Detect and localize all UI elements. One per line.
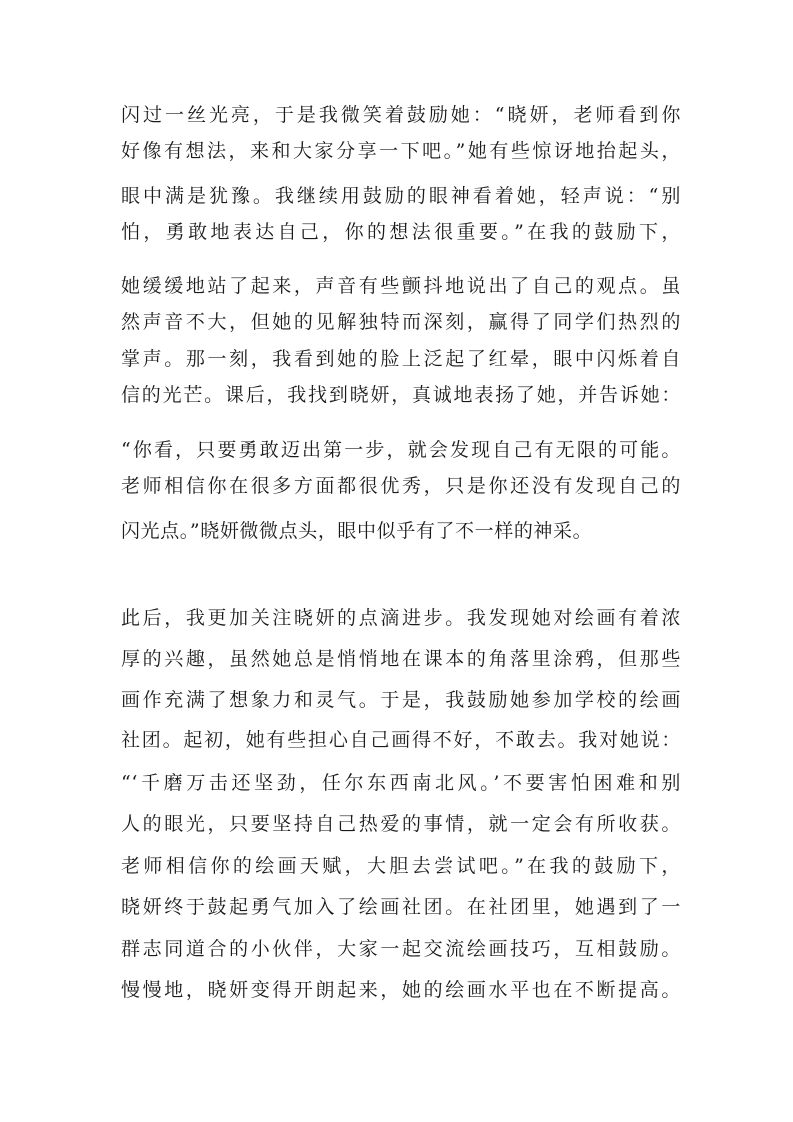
- text-line: 人的眼光，只要坚持自己热爱的事情，就一定会有所收获。: [121, 813, 681, 835]
- text-line: 老师相信你在很多方面都很优秀，只是你还没有发现自己的: [121, 475, 681, 497]
- text-line: “你看，只要勇敢迈出第一步，就会发现自己有无限的可能。: [121, 439, 681, 461]
- text-line: 眼中满是犹豫。我继续用鼓励的眼神看着她，轻声说：“别: [121, 185, 681, 207]
- text-line: 怕，勇敢地表达自己，你的想法很重要。”在我的鼓励下，: [121, 221, 681, 243]
- text-line: “‘千磨万击还坚劲，任尔东西南北风。’不要害怕困难和别: [121, 772, 681, 794]
- text-line: 社团。起初，她有些担心自己画得不好，不敢去。我对她说：: [121, 729, 681, 751]
- text-line: 然声音不大，但她的见解独特而深刻，赢得了同学们热烈的: [121, 311, 681, 333]
- text-line: 晓妍终于鼓起勇气加入了绘画社团。在社团里，她遇到了一: [121, 896, 681, 918]
- text-line: 她缓缓地站了起来，声音有些颤抖地说出了自己的观点。虽: [121, 275, 681, 297]
- text-line: 厚的兴趣，虽然她总是悄悄地在课本的角落里涂鸦，但那些: [121, 648, 681, 670]
- text-line: 画作充满了想象力和灵气。于是，我鼓励她参加学校的绘画: [121, 689, 681, 711]
- text-line: 信的光芒。课后，我找到晓妍，真诚地表扬了她，并告诉她：: [121, 384, 681, 406]
- text-line: 好像有想法，来和大家分享一下吧。”她有些惊讶地抬起头，: [121, 140, 681, 162]
- text-line: 掌声。那一刻，我看到她的脸上泛起了红晕，眼中闪烁着自: [121, 348, 681, 370]
- text-line: 闪过一丝光亮，于是我微笑着鼓励她：“晓妍，老师看到你: [121, 104, 681, 126]
- text-line: 群志同道合的小伙伴，大家一起交流绘画技巧，互相鼓励。: [121, 938, 681, 960]
- text-line: 此后，我更加关注晓妍的点滴进步。我发现她对绘画有着浓: [121, 607, 681, 629]
- text-line: 老师相信你的绘画天赋，大胆去尝试吧。”在我的鼓励下，: [121, 855, 681, 877]
- text-line: 闪光点。”晓妍微微点头，眼中似乎有了不一样的神采。: [121, 520, 593, 542]
- text-line: 慢慢地，晓妍变得开朗起来，她的绘画水平也在不断提高。: [121, 979, 681, 1001]
